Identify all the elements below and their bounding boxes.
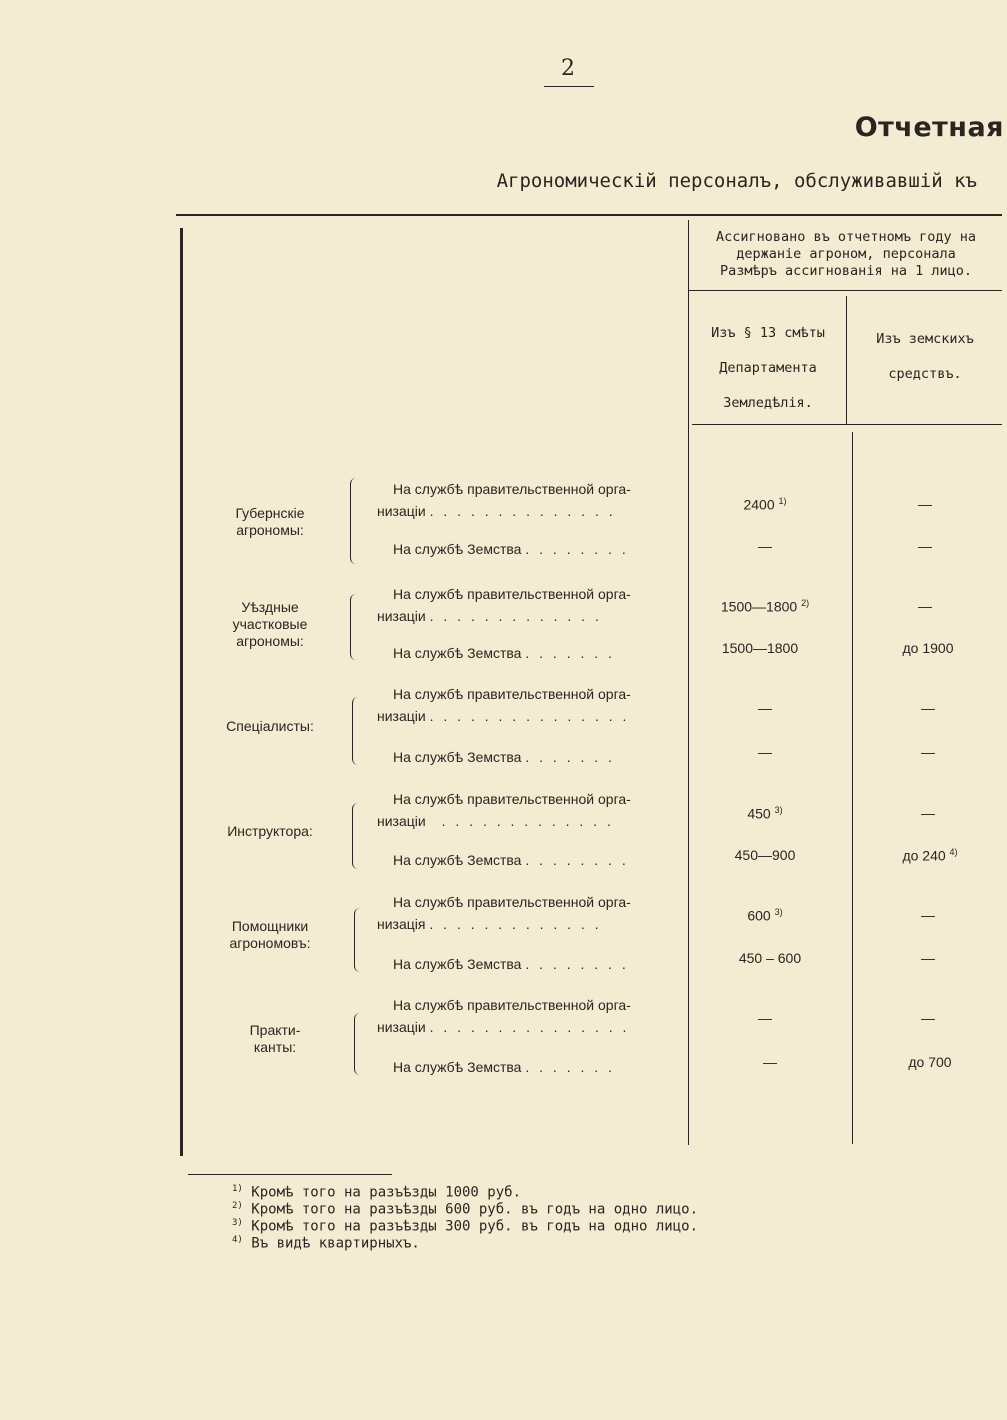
row-desc-zemstvo	[393, 746, 615, 768]
desc-line: На службѣ Земства	[393, 541, 522, 557]
category-label	[195, 718, 345, 735]
category-line: Помощники	[231, 918, 309, 934]
value-ministry	[685, 640, 835, 656]
value-text: 1500—1800	[721, 640, 799, 656]
row-desc-gov	[377, 583, 631, 627]
brace	[352, 803, 359, 869]
row-desc-gov	[377, 683, 631, 727]
desc-line: На службѣ Земства	[393, 749, 522, 765]
header-col1-line-2: Департамента	[719, 360, 817, 376]
row-desc-zemstvo	[393, 642, 615, 664]
table-subtitle: Агрономическій персоналъ, обслуживавшій къ	[496, 170, 977, 192]
value-ministry	[695, 950, 845, 966]
footnote-text: Въ видѣ квартирныхъ.	[251, 1235, 420, 1252]
row-desc-zemstvo	[393, 953, 629, 975]
footnote-mark: 4)	[232, 1235, 243, 1245]
brace	[354, 1013, 361, 1075]
value-text: —	[918, 496, 932, 512]
leader-dots: . . . . . . . . . . . . . .	[429, 503, 616, 519]
value-text: до 240	[902, 847, 946, 864]
footnote-mark: 1)	[232, 1184, 243, 1194]
value-ministry	[690, 744, 840, 760]
value-text: —	[921, 907, 935, 923]
brace	[352, 697, 359, 765]
table-top-rule	[176, 214, 1002, 216]
value-zemstvo	[853, 907, 1003, 923]
header-col1-line-3: Земледѣлія.	[723, 395, 813, 411]
header-col-zemstvo	[848, 322, 1002, 392]
desc-line: На службѣ Земства	[393, 956, 522, 972]
desc-line: низаціи	[377, 1019, 426, 1035]
leader-dots: . . . . . . . . . . . . . . .	[429, 708, 630, 724]
category-label	[195, 823, 345, 840]
category-line: Инструктора:	[227, 823, 313, 839]
header-divider-1	[688, 290, 1002, 291]
footnote-text: Кромѣ того на разъѣзды 300 руб. въ годъ на одно лицо.	[251, 1218, 699, 1235]
footnote-text: Кромѣ того на разъѣзды 600 руб. въ годъ на одно лицо.	[251, 1201, 699, 1218]
desc-line: низаціи	[377, 608, 426, 624]
value-ministry	[690, 700, 840, 716]
desc-line: низаціи	[377, 708, 426, 724]
header-col1-line-1: Изъ § 13 смѣты	[711, 325, 825, 341]
value-text: —	[758, 744, 772, 760]
category-line: участковые	[232, 616, 308, 632]
header-divider-2	[692, 424, 1002, 425]
leader-dots: . . . . . . . . . . . . .	[441, 813, 614, 829]
footnote-text: Кромѣ того на разъѣзды 1000 руб.	[251, 1184, 521, 1201]
desc-line: На службѣ правительственной орга-	[393, 481, 631, 497]
value-text: —	[921, 744, 935, 760]
document-title: Отчетная	[854, 112, 1004, 143]
page-number: 2	[561, 56, 575, 81]
value-text: —	[758, 538, 772, 554]
value-text: 2400	[743, 496, 775, 513]
value-ministry	[690, 805, 840, 822]
value-ministry	[695, 1054, 845, 1070]
header-col2-line-2: средствъ.	[888, 366, 962, 382]
footnote-ref: 3)	[774, 805, 783, 815]
footnote-ref: 3)	[774, 907, 783, 917]
row-desc-zemstvo	[393, 849, 629, 871]
brace	[354, 908, 361, 972]
value-text: —	[758, 700, 772, 716]
value-zemstvo	[853, 744, 1003, 760]
value-text: до 700	[908, 1054, 952, 1070]
leader-dots: . . . . . . .	[525, 1059, 615, 1075]
category-line: агрономы:	[236, 633, 304, 649]
category-label	[200, 1022, 350, 1056]
value-zemstvo	[853, 700, 1003, 716]
brace	[350, 478, 357, 564]
value-zemstvo	[850, 598, 1000, 614]
desc-line: На службѣ правительственной орга-	[393, 586, 631, 602]
desc-line: На службѣ Земства	[393, 1059, 522, 1075]
column-divider-main	[688, 220, 689, 1145]
footnote-mark: 2)	[232, 1201, 243, 1211]
value-text: —	[758, 1010, 772, 1026]
category-label	[195, 599, 345, 650]
value-text: —	[921, 950, 935, 966]
value-ministry	[690, 847, 840, 863]
value-text: 600	[747, 907, 771, 924]
desc-line: На службѣ правительственной орга-	[393, 791, 631, 807]
value-text: —	[921, 1010, 935, 1026]
category-line: агрономовъ:	[229, 935, 311, 951]
value-text: —	[918, 598, 932, 614]
footnote-ref: 4)	[949, 847, 958, 857]
header-main-line-2: держаніе агроном, персонала	[736, 246, 956, 262]
value-text: —	[918, 538, 932, 554]
value-zemstvo	[853, 640, 1003, 656]
leader-dots: . . . . . . . . . . . . .	[429, 916, 602, 932]
page-number-rule	[544, 86, 594, 87]
column-divider-sub	[846, 296, 847, 424]
value-ministry	[690, 598, 840, 615]
value-ministry	[690, 907, 840, 924]
category-label	[195, 918, 345, 952]
table-left-rule	[180, 228, 183, 1156]
value-text: 1500—1800	[720, 598, 798, 615]
footnote-mark: 3)	[232, 1218, 243, 1228]
value-zemstvo	[850, 496, 1000, 512]
category-line: агрономы:	[236, 522, 304, 538]
value-ministry	[690, 538, 840, 554]
row-desc-gov	[377, 994, 631, 1038]
desc-line: низаціи	[377, 813, 426, 829]
desc-line: На службѣ правительственной орга-	[393, 686, 631, 702]
value-text: до 1900	[902, 640, 954, 656]
leader-dots: . . . . . . . .	[525, 541, 629, 557]
category-line: Практи-	[249, 1022, 301, 1038]
value-text: 450	[747, 805, 771, 822]
row-desc-gov	[377, 478, 631, 522]
value-zemstvo	[855, 1054, 1005, 1070]
value-ministry	[690, 496, 840, 513]
value-text: —	[921, 805, 935, 821]
value-zemstvo	[853, 950, 1003, 966]
desc-line: низаціи	[377, 503, 426, 519]
footnote-ref: 2)	[801, 598, 810, 608]
value-ministry	[690, 1010, 840, 1026]
desc-line: На службѣ Земства	[393, 645, 522, 661]
value-text: 450 – 600	[738, 950, 802, 966]
value-text: 450—900	[734, 847, 796, 863]
desc-line: На службѣ правительственной орга-	[393, 894, 631, 910]
category-line: канты:	[253, 1039, 297, 1055]
header-main	[690, 229, 1002, 280]
row-desc-zemstvo	[393, 1056, 615, 1078]
leader-dots: . . . . . . .	[525, 645, 615, 661]
category-line: Уѣздные	[241, 599, 299, 615]
header-main-line-1: Ассигновано въ отчетномъ году на	[715, 229, 977, 245]
category-line: Спеціалисты:	[226, 718, 314, 734]
footnote-rule	[188, 1174, 392, 1175]
value-zemstvo	[850, 538, 1000, 554]
leader-dots: . . . . . . .	[525, 749, 615, 765]
row-desc-gov	[377, 788, 631, 832]
leader-dots: . . . . . . . .	[525, 956, 629, 972]
footnote	[232, 1232, 420, 1253]
value-text: —	[763, 1054, 777, 1070]
brace	[350, 594, 357, 660]
header-col2-line-1: Изъ земскихъ	[876, 331, 974, 347]
value-zemstvo	[853, 805, 1003, 821]
row-desc-zemstvo	[393, 538, 629, 560]
leader-dots: . . . . . . . . . . . . . . .	[429, 1019, 630, 1035]
category-line: Губернскіе	[235, 505, 305, 521]
desc-line: низація	[377, 916, 426, 932]
value-zemstvo	[855, 847, 1005, 864]
category-label	[195, 505, 345, 539]
value-text: —	[921, 700, 935, 716]
desc-line: На службѣ Земства	[393, 852, 522, 868]
footnote-ref: 1)	[778, 496, 787, 506]
leader-dots: . . . . . . . .	[525, 852, 629, 868]
row-desc-gov	[377, 891, 631, 935]
header-col-ministry	[690, 316, 846, 421]
value-zemstvo	[853, 1010, 1003, 1026]
leader-dots: . . . . . . . . . . . . .	[429, 608, 602, 624]
desc-line: На службѣ правительственной орга-	[393, 997, 631, 1013]
header-main-line-3: Размѣръ ассигнованія на 1 лицо.	[720, 263, 972, 279]
